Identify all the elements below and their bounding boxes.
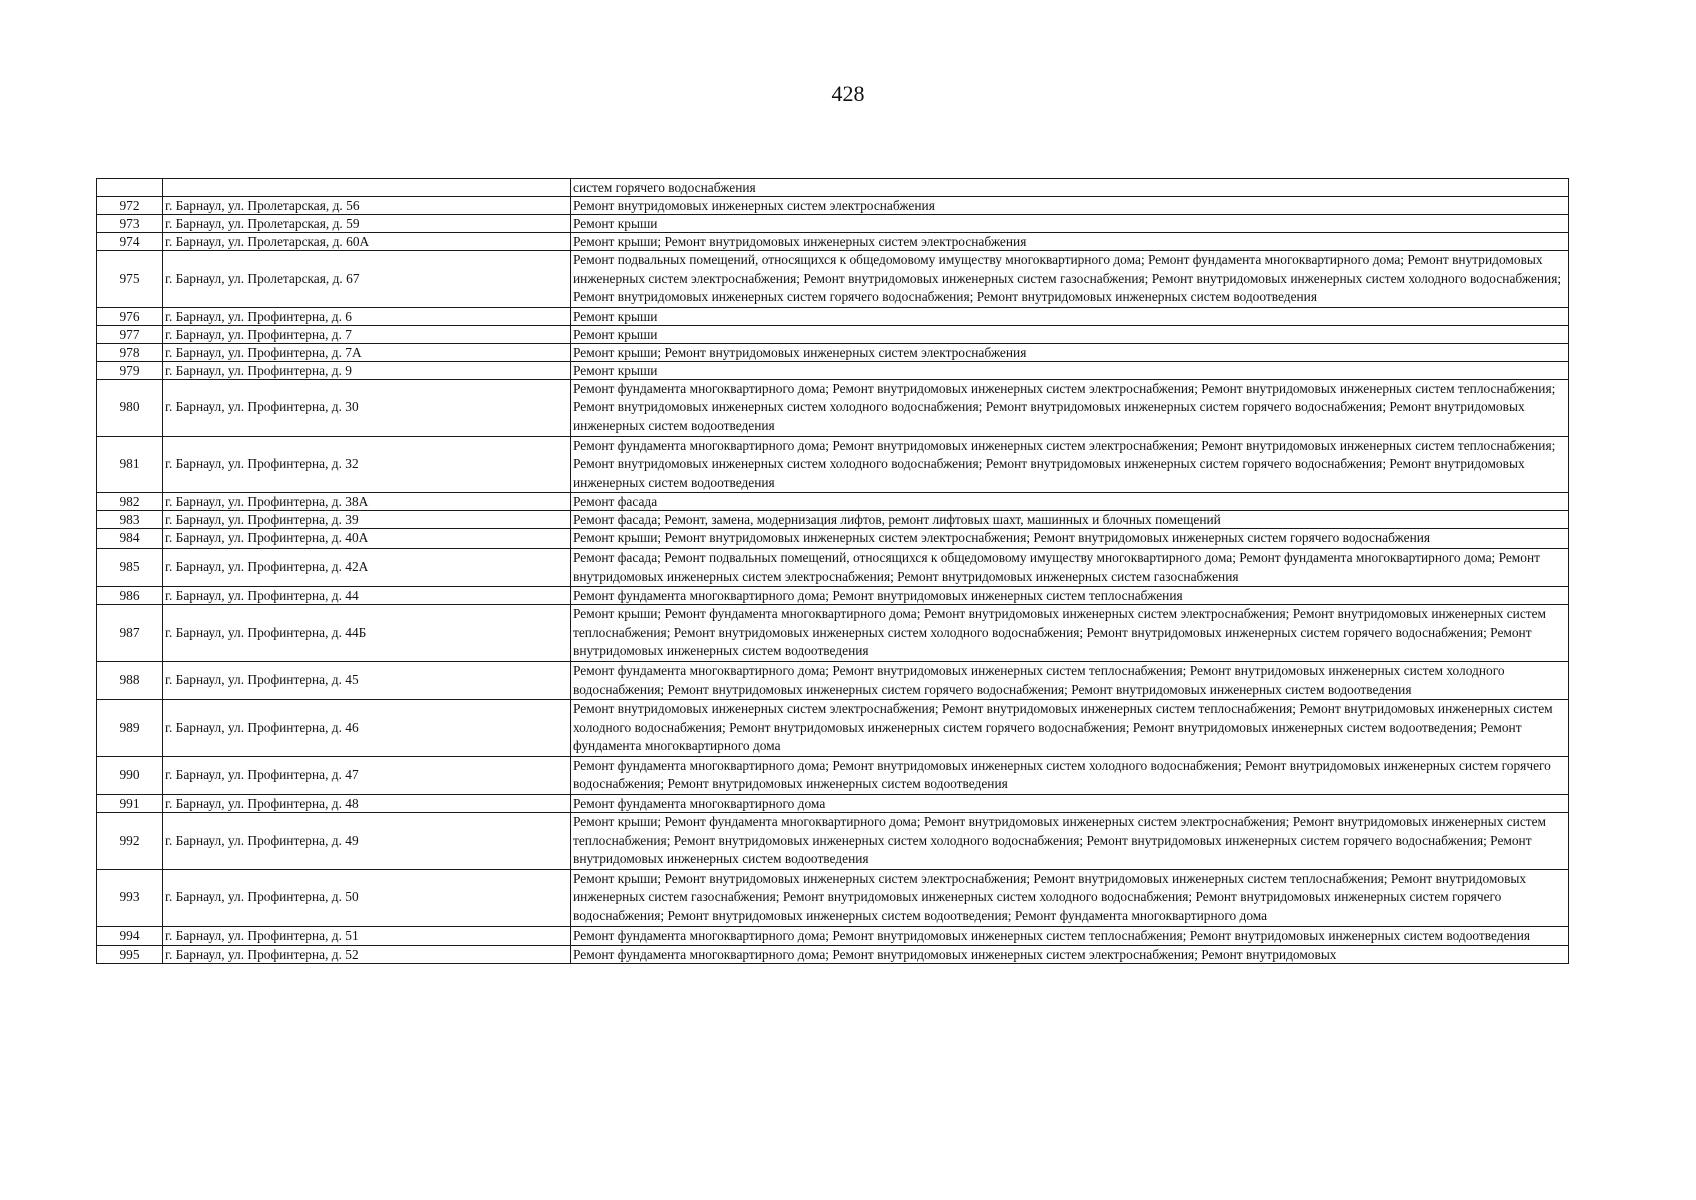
works-cell: Ремонт фундамента многоквартирного дома; Ремонт внутридомовых инженерных систем теплоснабжения bbox=[571, 587, 1569, 605]
table-row bbox=[97, 307, 1569, 325]
address-cell: г. Барнаул, ул. Профинтерна, д. 44 bbox=[163, 587, 571, 605]
row-number-cell: 995 bbox=[97, 946, 163, 964]
works-cell: Ремонт фасада bbox=[571, 493, 1569, 511]
row-number-cell: 982 bbox=[97, 493, 163, 511]
table-row bbox=[97, 493, 1569, 511]
address-cell: г. Барнаул, ул. Пролетарская, д. 67 bbox=[163, 251, 571, 308]
row-number-cell bbox=[97, 179, 163, 197]
works-cell: Ремонт подвальных помещений, относящихся к общедомовому имуществу многоквартирного дома; Ремонт фундамента многоквартирного дома; Ремонт внутридомовых инженерных систем электроснабжения; Ремонт внутридомовых инженерных систем газоснабжения; Ремонт внутридомовых инженерных систем холодного водоснабжения; Ремонт внутридомовых инженерных систем горячего водоснабжения; Ремонт внутридомовых инженерных систем водоотведения bbox=[571, 251, 1569, 308]
row-number-cell: 979 bbox=[97, 361, 163, 379]
table-row bbox=[97, 926, 1569, 946]
address-cell: г. Барнаул, ул. Пролетарская, д. 60А bbox=[163, 233, 571, 251]
row-number-cell: 989 bbox=[97, 700, 163, 757]
table-row bbox=[97, 548, 1569, 586]
table-row bbox=[97, 251, 1569, 308]
address-cell: г. Барнаул, ул. Профинтерна, д. 30 bbox=[163, 379, 571, 436]
works-cell: Ремонт фундамента многоквартирного дома; Ремонт внутридомовых инженерных систем холодного водоснабжения; Ремонт внутридомовых инженерных систем горячего водоснабжения; Ремонт внутридомовых инженерных систем водоотведения bbox=[571, 756, 1569, 794]
address-cell bbox=[163, 179, 571, 197]
row-number-cell: 976 bbox=[97, 307, 163, 325]
works-cell: Ремонт внутридомовых инженерных систем электроснабжения bbox=[571, 197, 1569, 215]
works-cell: Ремонт внутридомовых инженерных систем электроснабжения; Ремонт внутридомовых инженерных систем теплоснабжения; Ремонт внутридомовых инженерных систем холодного водоснабжения; Ремонт внутридомовых инженерных систем горячего водоснабжения; Ремонт внутридомовых инженерных систем водоотведения; Ремонт фундамента многоквартирного дома bbox=[571, 700, 1569, 757]
works-cell: Ремонт крыши; Ремонт внутридомовых инженерных систем электроснабжения; Ремонт внутридомовых инженерных систем горячего водоснабжения bbox=[571, 529, 1569, 549]
table-row bbox=[97, 436, 1569, 493]
works-cell: Ремонт фундамента многоквартирного дома; Ремонт внутридомовых инженерных систем электроснабжения; Ремонт внутридомовых инженерных систем теплоснабжения; Ремонт внутридомовых инженерных систем холодного водоснабжения; Ремонт внутридомовых инженерных систем горячего водоснабжения; Ремонт внутридомовых инженерных систем водоотведения bbox=[571, 436, 1569, 493]
page-number: 428 bbox=[831, 81, 865, 106]
works-cell: Ремонт крыши; Ремонт внутридомовых инженерных систем электроснабжения bbox=[571, 343, 1569, 361]
row-number-cell: 980 bbox=[97, 379, 163, 436]
address-cell: г. Барнаул, ул. Профинтерна, д. 42А bbox=[163, 548, 571, 586]
row-number-cell: 977 bbox=[97, 325, 163, 343]
works-cell: Ремонт фундамента многоквартирного дома bbox=[571, 795, 1569, 813]
table-row bbox=[97, 343, 1569, 361]
works-cell: Ремонт крыши bbox=[571, 325, 1569, 343]
address-cell: г. Барнаул, ул. Профинтерна, д. 48 bbox=[163, 795, 571, 813]
table-row bbox=[97, 197, 1569, 215]
row-number-cell: 987 bbox=[97, 605, 163, 662]
table-row bbox=[97, 587, 1569, 605]
repair-works-table bbox=[96, 178, 1569, 964]
row-number-cell: 975 bbox=[97, 251, 163, 308]
works-cell: Ремонт крыши; Ремонт внутридомовых инженерных систем электроснабжения bbox=[571, 233, 1569, 251]
address-cell: г. Барнаул, ул. Профинтерна, д. 6 bbox=[163, 307, 571, 325]
works-cell: Ремонт фундамента многоквартирного дома; Ремонт внутридомовых инженерных систем электроснабжения; Ремонт внутридомовых bbox=[571, 946, 1569, 964]
address-cell: г. Барнаул, ул. Профинтерна, д. 7 bbox=[163, 325, 571, 343]
row-number-cell: 972 bbox=[97, 197, 163, 215]
address-cell: г. Барнаул, ул. Профинтерна, д. 9 bbox=[163, 361, 571, 379]
table-row bbox=[97, 756, 1569, 794]
row-number-cell: 994 bbox=[97, 926, 163, 946]
table-row bbox=[97, 529, 1569, 549]
table-body bbox=[97, 179, 1569, 964]
table-row bbox=[97, 795, 1569, 813]
address-cell: г. Барнаул, ул. Профинтерна, д. 7А bbox=[163, 343, 571, 361]
address-cell: г. Барнаул, ул. Профинтерна, д. 52 bbox=[163, 946, 571, 964]
table-row bbox=[97, 379, 1569, 436]
row-number-cell: 993 bbox=[97, 869, 163, 926]
row-number-cell: 983 bbox=[97, 511, 163, 529]
works-cell: Ремонт фундамента многоквартирного дома; Ремонт внутридомовых инженерных систем электроснабжения; Ремонт внутридомовых инженерных систем теплоснабжения; Ремонт внутридомовых инженерных систем холодного водоснабжения; Ремонт внутридомовых инженерных систем горячего водоснабжения; Ремонт внутридомовых инженерных систем водоотведения bbox=[571, 379, 1569, 436]
table-row bbox=[97, 233, 1569, 251]
table-row bbox=[97, 511, 1569, 529]
address-cell: г. Барнаул, ул. Профинтерна, д. 50 bbox=[163, 869, 571, 926]
row-number-cell: 981 bbox=[97, 436, 163, 493]
address-cell: г. Барнаул, ул. Пролетарская, д. 56 bbox=[163, 197, 571, 215]
address-cell: г. Барнаул, ул. Профинтерна, д. 39 bbox=[163, 511, 571, 529]
table-row bbox=[97, 869, 1569, 926]
row-number-cell: 986 bbox=[97, 587, 163, 605]
works-cell: Ремонт крыши bbox=[571, 361, 1569, 379]
row-number-cell: 991 bbox=[97, 795, 163, 813]
works-cell: Ремонт фундамента многоквартирного дома; Ремонт внутридомовых инженерных систем теплоснабжения; Ремонт внутридомовых инженерных систем водоотведения bbox=[571, 926, 1569, 946]
address-cell: г. Барнаул, ул. Профинтерна, д. 45 bbox=[163, 661, 571, 699]
table-row bbox=[97, 605, 1569, 662]
row-number-cell: 988 bbox=[97, 661, 163, 699]
table-row bbox=[97, 215, 1569, 233]
row-number-cell: 985 bbox=[97, 548, 163, 586]
row-number-cell: 984 bbox=[97, 529, 163, 549]
works-cell: Ремонт фасада; Ремонт, замена, модернизация лифтов, ремонт лифтовых шахт, машинных и блочных помещений bbox=[571, 511, 1569, 529]
address-cell: г. Барнаул, ул. Профинтерна, д. 38А bbox=[163, 493, 571, 511]
table-row bbox=[97, 813, 1569, 870]
works-cell: Ремонт фасада; Ремонт подвальных помещений, относящихся к общедомовому имуществу многоквартирного дома; Ремонт фундамента многоквартирного дома; Ремонт внутридомовых инженерных систем электроснабжения; Ремонт внутридомовых инженерных систем газоснабжения bbox=[571, 548, 1569, 586]
table-row bbox=[97, 661, 1569, 699]
row-number-cell: 974 bbox=[97, 233, 163, 251]
works-cell: Ремонт крыши; Ремонт внутридомовых инженерных систем электроснабжения; Ремонт внутридомовых инженерных систем теплоснабжения; Ремонт внутридомовых инженерных систем газоснабжения; Ремонт внутридомовых инженерных систем холодного водоснабжения; Ремонт внутридомовых инженерных систем горячего водоснабжения; Ремонт внутридомовых инженерных систем водоотведения; Ремонт фундамента многоквартирного дома bbox=[571, 869, 1569, 926]
address-cell: г. Барнаул, ул. Профинтерна, д. 49 bbox=[163, 813, 571, 870]
works-cell: Ремонт фундамента многоквартирного дома; Ремонт внутридомовых инженерных систем теплоснабжения; Ремонт внутридомовых инженерных систем холодного водоснабжения; Ремонт внутридомовых инженерных систем горячего водоснабжения; Ремонт внутридомовых инженерных систем водоотведения bbox=[571, 661, 1569, 699]
address-cell: г. Барнаул, ул. Профинтерна, д. 32 bbox=[163, 436, 571, 493]
table-row bbox=[97, 179, 1569, 197]
address-cell: г. Барнаул, ул. Профинтерна, д. 51 bbox=[163, 926, 571, 946]
address-cell: г. Барнаул, ул. Профинтерна, д. 46 bbox=[163, 700, 571, 757]
works-cell: Ремонт крыши; Ремонт фундамента многоквартирного дома; Ремонт внутридомовых инженерных систем электроснабжения; Ремонт внутридомовых инженерных систем теплоснабжения; Ремонт внутридомовых инженерных систем холодного водоснабжения; Ремонт внутридомовых инженерных систем горячего водоснабжения; Ремонт внутридомовых инженерных систем водоотведения bbox=[571, 605, 1569, 662]
works-cell: систем горячего водоснабжения bbox=[571, 179, 1569, 197]
address-cell: г. Барнаул, ул. Профинтерна, д. 40А bbox=[163, 529, 571, 549]
works-cell: Ремонт крыши; Ремонт фундамента многоквартирного дома; Ремонт внутридомовых инженерных систем электроснабжения; Ремонт внутридомовых инженерных систем теплоснабжения; Ремонт внутридомовых инженерных систем холодного водоснабжения; Ремонт внутридомовых инженерных систем горячего водоснабжения; Ремонт внутридомовых инженерных систем водоотведения bbox=[571, 813, 1569, 870]
row-number-cell: 973 bbox=[97, 215, 163, 233]
row-number-cell: 978 bbox=[97, 343, 163, 361]
works-cell: Ремонт крыши bbox=[571, 215, 1569, 233]
address-cell: г. Барнаул, ул. Профинтерна, д. 44Б bbox=[163, 605, 571, 662]
row-number-cell: 990 bbox=[97, 756, 163, 794]
row-number-cell: 992 bbox=[97, 813, 163, 870]
works-cell: Ремонт крыши bbox=[571, 307, 1569, 325]
table-row bbox=[97, 700, 1569, 757]
table-row bbox=[97, 946, 1569, 964]
table-row bbox=[97, 325, 1569, 343]
address-cell: г. Барнаул, ул. Профинтерна, д. 47 bbox=[163, 756, 571, 794]
address-cell: г. Барнаул, ул. Пролетарская, д. 59 bbox=[163, 215, 571, 233]
table-row bbox=[97, 361, 1569, 379]
